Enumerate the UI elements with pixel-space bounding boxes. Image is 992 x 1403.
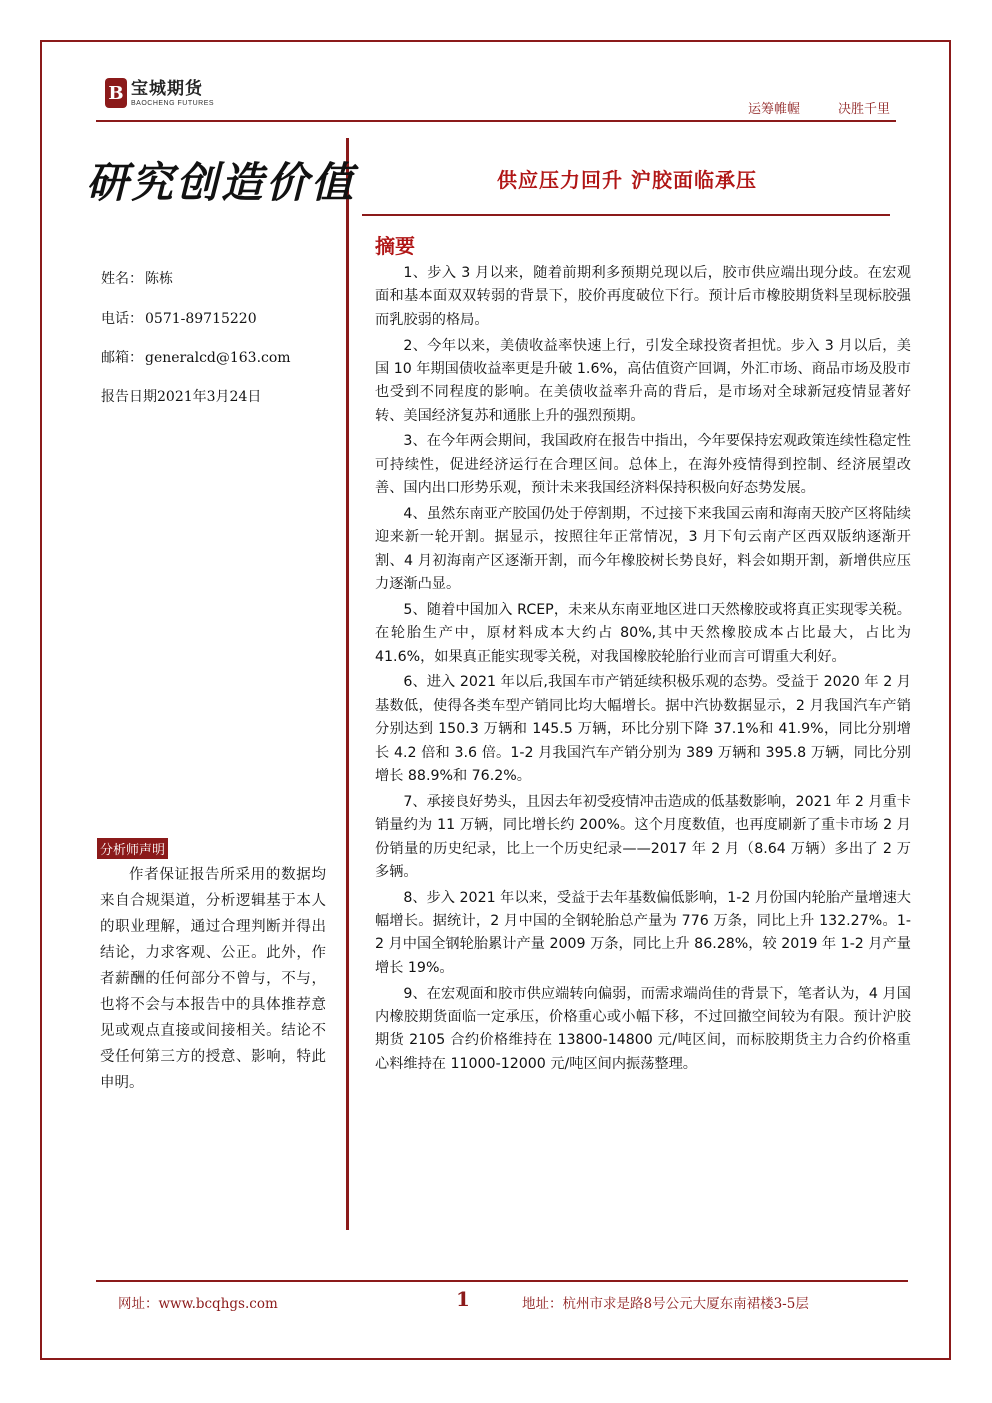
- mail-value[interactable]: generalcd@163.com: [145, 350, 291, 366]
- footer-website: [118, 1292, 278, 1312]
- web-link[interactable]: www.bcqhgs.com: [158, 1296, 278, 1312]
- header-divider: [96, 120, 896, 122]
- name-value: 陈栋: [145, 271, 173, 287]
- paragraph: 1、步入 3 月以来，随着前期利多预期兑现以后，胶市供应端出现分歧。在宏观面和基本面双双转弱的背景下，胶价再度破位下行。预计后市橡胶期货料呈现标胶强而乳胶弱的格局。: [375, 265, 911, 328]
- report-title: 供应压力回升 沪胶面临承压: [497, 168, 757, 192]
- addr-label: 地址：: [522, 1296, 563, 1312]
- logo-text: [131, 79, 214, 108]
- declaration-title: 分析师声明: [97, 838, 168, 859]
- report-date: [101, 386, 261, 406]
- paragraph: 2、今年以来，美债收益率快速上行，引发全球投资者担忧。步入 3 月以后，美国 10 年期国债收益率更是升破 1.6%，高估值资产回调，外汇市场、商品市场及股市也受到不同程度的影响。在美债收益率升高的背后，是市场对全球新冠疫情显著好转、美国经济复苏和通胀上升的强烈预期。: [375, 337, 911, 424]
- paragraph: 6、进入 2021 年以后,我国车市产销延续积极乐观的态势。受益于 2020 年 2 月基数低，使得各类车型产销同比均大幅增长。据中汽协数据显示，2 月我国汽车产销分别达到 150.3 万辆和 145.5 万辆，环比分别下降 37.1%和 41.9%，同比分别增长 4.2 倍和 3.6 倍。1-2 月我国汽车产销分别为 389 万辆和 395.8 万辆，同比分别增长 88.9%和 76.2%。: [375, 674, 911, 785]
- paragraph: 4、虽然东南亚产胶国仍处于停割期，不过接下来我国云南和海南天胶产区将陆续迎来新一轮开割。据显示，按照往年正常情况，3 月下旬云南产区西双版纳逐渐开割、4 月初海南产区逐渐开割，而今年橡胶树长势良好，料会如期开割，新增供应压力逐渐凸显。: [375, 505, 911, 593]
- web-label: 网址：: [118, 1296, 159, 1312]
- logo-chinese: 宝城期货: [131, 78, 203, 99]
- author-phone: [101, 308, 257, 328]
- slogan-right: 决胜千里: [838, 102, 891, 117]
- paragraph: 8、步入 2021 年以来，受益于去年基数偏低影响，1-2 月份国内轮胎产量增速大幅增长。据统计，2 月中国的全钢轮胎总产量为 776 万条，同比上升 132.27%。1-2 月中国全钢轮胎累计产量 2009 万条，同比上升 86.28%，较 2019 年 1-2 月产量增长 19%。: [375, 889, 911, 976]
- date-value: 2021年3月24日: [157, 389, 262, 405]
- company-logo: [105, 78, 214, 108]
- footer-divider: [96, 1280, 908, 1282]
- tel-value: 0571-89715220: [145, 311, 257, 327]
- abstract-heading: 摘要: [375, 234, 415, 258]
- logo-english: BAOCHENG FUTURES: [131, 99, 215, 107]
- column-divider: [346, 138, 349, 1230]
- slogan-left: 运筹帷幄: [748, 102, 801, 117]
- motto: 研究创造价值: [86, 158, 357, 207]
- name-label: 姓名：: [101, 271, 143, 287]
- paragraph: 3、在今年两会期间，我国政府在报告中指出，今年要保持宏观政策连续性稳定性可持续性，促进经济运行在合理区间。总体上，在海外疫情得到控制、经济展望改善、国内出口形势乐观，预计未来我国经济料保持积极向好态势发展。: [375, 433, 911, 497]
- tel-label: 电话：: [101, 311, 143, 327]
- declaration-text: 作者保证报告所采用的数据均来自合规渠道，分析逻辑基于本人的职业理解，通过合理判断并得出结论，力求客观、公正。此外，作者薪酬的任何部分不曾与，不与，也将不会与本报告中的具体推荐意见或观点直接或间接相关。结论不受任何第三方的授意、影响，特此申明。: [100, 867, 326, 1091]
- author-email: [101, 347, 291, 367]
- title-divider: [362, 214, 890, 216]
- paragraph: 7、承接良好势头，且因去年初受疫情冲击造成的低基数影响，2021 年 2 月重卡销量约为 11 万辆，同比增长约 200%。这个月度数值，也再度刷新了重卡市场 2 月份销量的历史纪录，比上一个历史纪录——2017 年 2 月（8.64 万辆）多出了 2 万多辆。: [375, 793, 911, 880]
- footer-address: [522, 1292, 809, 1312]
- paragraph: 9、在宏观面和胶市供应端转向偏弱，而需求端尚佳的背景下，笔者认为，4 月国内橡胶期货面临一定承压，价格重心或小幅下移，不过回撤空间较为有限。预计沪胶期货 2105 合约价格维持在 13800-14800 元/吨区间，而标胶期货主力合约价格重心料维持在 11000-12000 元/吨区间内振荡整理。: [375, 985, 911, 1072]
- date-label: 报告日期: [101, 389, 157, 405]
- author-name: [101, 268, 173, 288]
- page-number: 1: [456, 1287, 470, 1311]
- addr-value: 杭州市求是路8号公元大厦东南裙楼3-5层: [562, 1296, 809, 1312]
- paragraph: 5、随着中国加入 RCEP，未来从东南亚地区进口天然橡胶或将真正实现零关税。在轮胎生产中，原材料成本大约占 80%,其中天然橡胶成本占比最大，占比为 41.6%，如果真正能实现零关税，对我国橡胶轮胎行业而言可谓重大利好。: [375, 601, 911, 665]
- abstract-body: [375, 262, 911, 1078]
- logo-icon: B: [105, 78, 127, 108]
- mail-label: 邮箱：: [101, 350, 143, 366]
